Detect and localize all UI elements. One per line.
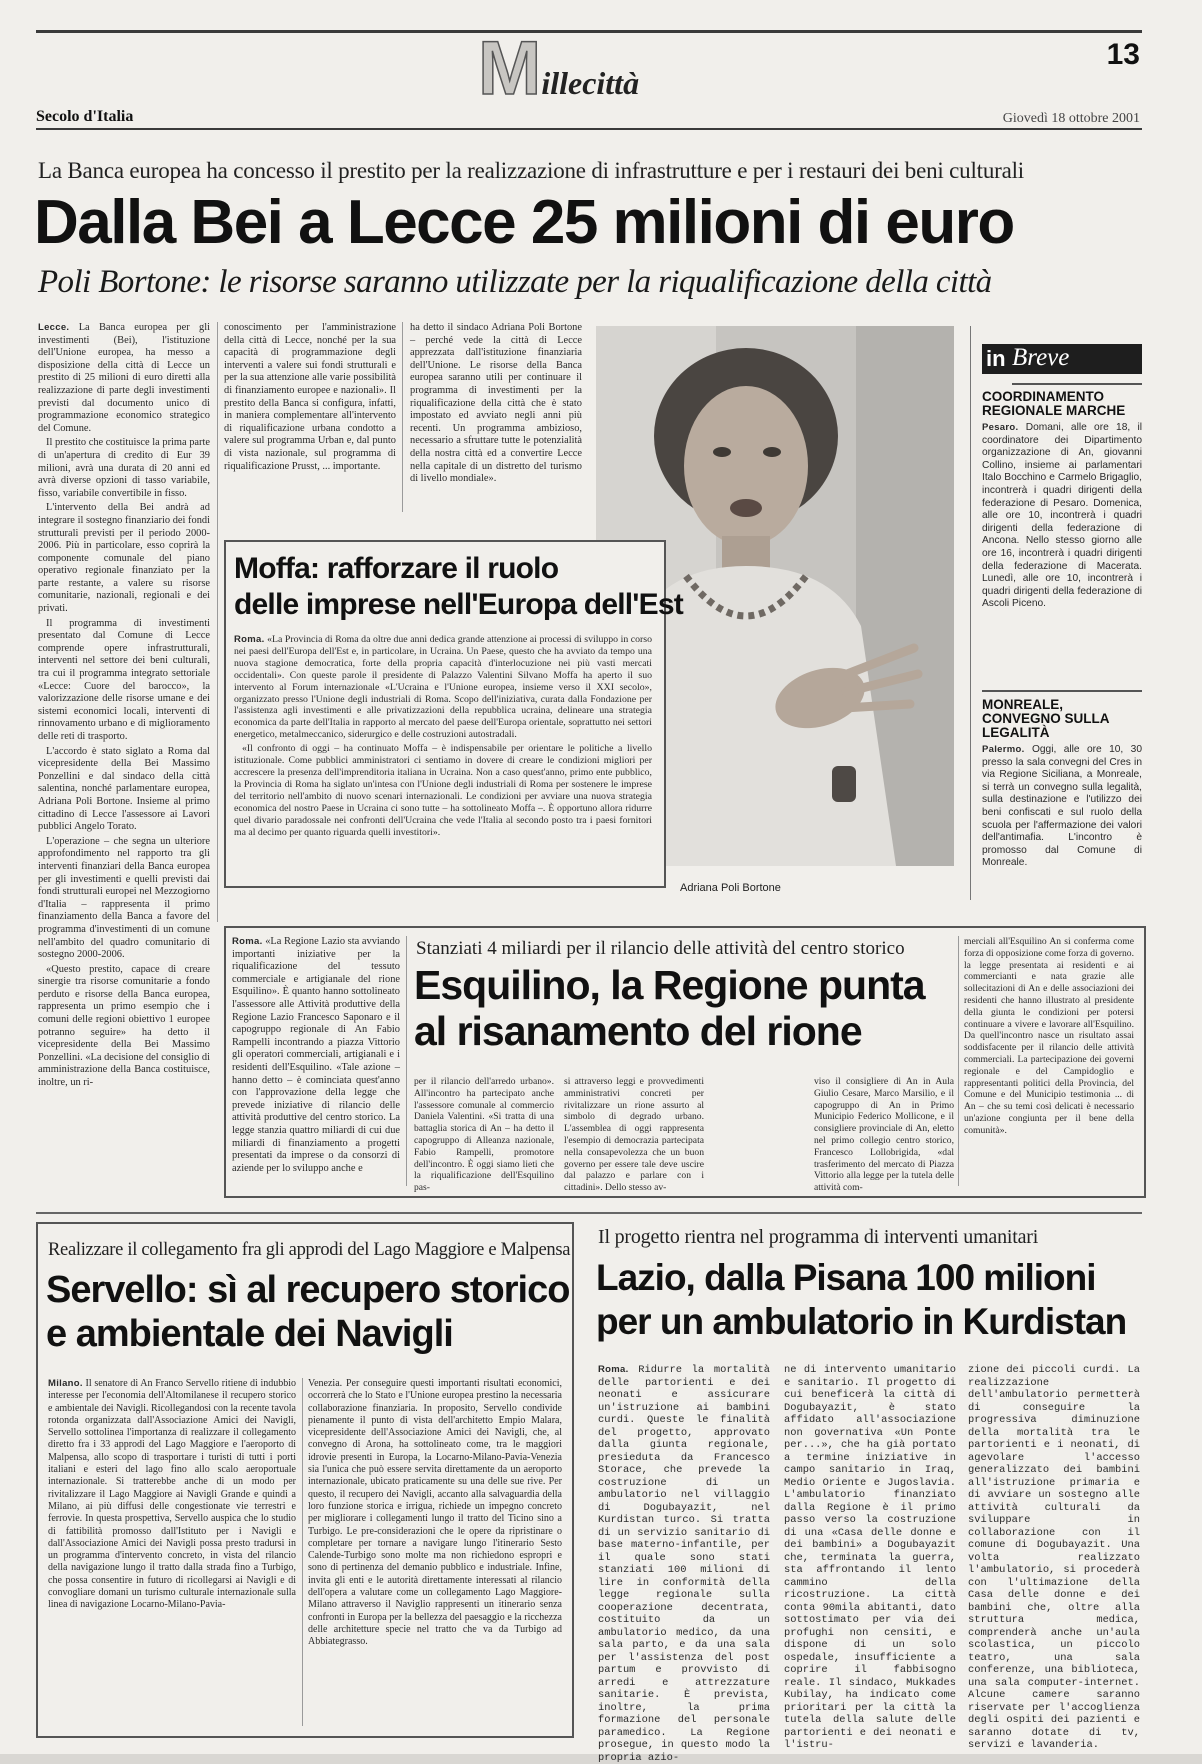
brevi-item-1-dateline: Pesaro. xyxy=(982,422,1019,433)
brevi-item-1-title: COORDINAMENTO REGIONALE MARCHE xyxy=(982,389,1126,418)
section-logo xyxy=(478,26,640,111)
brevi-item-2 xyxy=(982,698,1142,902)
lead-paragraph: La Banca europea per gli investimenti (Bei), l'istituzione dell'Unione europea, ha messo a disposizione della città di Lecce un prestito di 25 milioni di euro diretti alla realizzazione di parte degli investimenti previsti dal documento unico di programmazione economico strategico del Comune. xyxy=(38,322,210,434)
moffa-dateline: Roma. xyxy=(234,634,265,645)
lazio-column-3 xyxy=(968,1364,1140,1751)
column-divider xyxy=(302,1378,303,1726)
lead-paragraph: conoscimento per l'amministrazione della città di Lecce, nonché per la sua capacità di programmazione degli interventi a valere sui fondi strutturali e per la sua attenzione alle varie possibilità di finanziamento europee e nazionali». Il prestito della Banca si configura, infatti, in maniera complementare all'intervento di riqualificazione urbana condotto a valere sul programma Urban e, dal punto di vista nazionale, sul programma di riqualificazione Prusst, ... importante. xyxy=(224,322,396,472)
servello-headline-line-2: e ambientale dei Navigli xyxy=(46,1313,453,1355)
servello-column-2 xyxy=(308,1378,562,1726)
sidebar-rule xyxy=(1012,383,1142,385)
lead-paragraph: L'operazione – che segna un ulteriore approfondimento nel rapporto tra gli interventi finanziari della Banca europea per gli investimenti e quelli previsti dai fondi strutturali europei nel Mezzogiorno d'Italia – rappresenta il primo finanziamento della Banca a favore del programma d'investimenti di un comune nell'ambito del quadro comunitario di sostegno 2000-2006. xyxy=(38,835,210,961)
lazio-headline-line-2: per un ambulatorio in Kurdistan xyxy=(596,1301,1127,1342)
lazio-headline-line-1: Lazio, dalla Pisana 100 milioni xyxy=(596,1257,1096,1298)
masthead-bottom-rule xyxy=(36,128,1142,130)
lead-kicker: La Banca europea ha concesso il prestito per la realizzazione di infrastrutture e per i restauri dei beni culturali xyxy=(38,158,1024,183)
esquilino-paragraph: «La Regione Lazio sta avviando importanti iniziative per la riqualificazione del tessuto commerciale e artigianale del rione Esquilino». È quanto hanno sottolineato l'assessore alle Attività produttive della Regione Lazio Francesco Saponaro e il capogruppo regionale di An Fabio Rampelli incontrando a piazza Vittorio gli operatori commerciali, artigianali e i residenti dell'Esquilino. «Tale azione – hanno detto – è cominciata quest'anno con l'approvazione della legge che prevede iniziative di rilancio delle attività produttive del centro storico. La legge stanzia quattro miliardi di cui due miliardi di finanziamento a progetti presentati da imprese o da consorzi di aziende per lo sviluppo anche e xyxy=(232,936,400,1174)
column-divider xyxy=(402,322,403,512)
lead-paragraph: L'intervento della Bei andrà ad integrare il sostegno finanziario dei fondi strutturali previsti per il periodo 2000-2006. Più in particolare, esso coprirà la componente comunale del piano operativo regionale finanziato per la parte restante, a valere su risorse comunitarie, nazionali, regionali e dei privati. xyxy=(38,502,210,615)
sidebar-divider xyxy=(970,326,971,900)
issue-date: Giovedì 18 ottobre 2001 xyxy=(1002,111,1140,126)
column-divider xyxy=(958,936,959,1186)
lead-dateline: Lecce. xyxy=(38,322,70,333)
esquilino-column-5 xyxy=(964,936,1134,1186)
moffa-paragraph: «Il confronto di oggi – ha continuato Moffa – è indispensabile per orientare le politiche a livello istituzionale. Come pubblici amministratori ci sentiamo in dovere di creare le condizioni migliori per accrescere la presenza dell'imprenditoria italiana in Ucraina. Non a caso quest'anno, primo ente pubblico, la Provincia di Roma ha siglato un'intesa con l'Unione degli industriali di Roma per sostenere le imprese del territorio nell'ambito di nuovo scenari internazionali. Le condizioni per avviare una nuova strategia economica del nostro Paese in Ucraina ci sono tutte – ha sottolineato Moffa –. È opportuno allora ridurre quel divario paradossale nei confronti dell'Ucraina che vede l'Italia al secondo posto tra i paesi fornitori ma al decimo per quanto riguarda quelli investitori». xyxy=(234,743,652,838)
lead-paragraph: Il programma di investimenti presentato dal Comune di Lecce comprende opere infrastrutturali, interventi nel settore dei beni culturali, tra cui il programma integrato settoriale «Lecce: Cuore del barocco», la valorizzazione delle risorse umane e dei sistemi economici locali, interventi di rinnovamento urbano e di miglioramento delle reti di trasporto. xyxy=(38,617,210,742)
lazio-column-1 xyxy=(598,1364,770,1764)
servello-column-1 xyxy=(48,1378,296,1726)
lead-headline: Dalla Bei a Lecce 25 milioni di euro xyxy=(34,188,1014,257)
brevi-item-2-dateline: Palermo. xyxy=(982,744,1025,755)
esquilino-headline-line-2: al risanamento del rione xyxy=(414,1008,862,1054)
esquilino-paragraph: per il rilancio dell'arredo urbano». All'incontro ha partecipato anche l'assessore comunale al commercio Daniela Valentini. «Si tratta di una battaglia storica di An – ha detto il capogruppo di Alleanza nazionale, Fabio Rampelli, promotore dell'incontro. È oggi siamo lieti che la riqualificazione dell'Esquilino pas- xyxy=(414,1076,554,1194)
lazio-paragraph: Ridurre la mortalità delle partorienti e dei neonati e assicurare un'istruzione ai bambini curdi. Queste le finalità del progetto, approvato dalla giunta regionale, presieduta da Francesco Storace, che prevede la costruzione di un ambulatorio nel villaggio di Dogubayazit, nel Kurdistan turco. Si tratta di un servizio sanitario di base materno-infantile, per il quale sono stati stanziati 100 milioni di lire in conformità della legge regionale sulla cooperazione decentrata, costituito da un ambulatorio medico, da una sala parto, e da una sala per l'assistenza del post partum e provvisto di arredi e attrezzature sanitarie. È prevista, inoltre, la prima formazione del personale paramedico. La Regione prosegue, in questo modo la propria azio- xyxy=(598,1364,770,1764)
esquilino-paragraph: viso il consigliere di An in Aula Giulio Cesare, Marco Marsilio, e il capogruppo di An in Primo Municipio Federico Mollicone, e il consigliere provinciale di An, eletto nel primo collegio centro storico, Francesco Lollobrigida, «dal trasferimento del mercato di Piazza Vittorio alla legge per la tutela delle attività com- xyxy=(814,1076,954,1194)
lead-article-column-3 xyxy=(410,322,582,512)
lead-paragraph: «Questo prestito, capace di creare sinergie tra risorse comunitarie a fondo perduto e risorse della Banca europea, rappresenta un primo esempio che i comuni delle regioni obiettivo 1 europee potranno seguire» ha detto il vicepresidente della Bei Massimo Ponzellini. «La decisione del consiglio di amministrazione della Banca costituisce, inoltre, un ri- xyxy=(38,963,210,1089)
servello-headline-line-1: Servello: sì al recupero storico xyxy=(46,1269,570,1311)
esquilino-kicker: Stanziati 4 miliardi per il rilancio delle attività del centro storico xyxy=(416,938,905,959)
lead-paragraph: ha detto il sindaco Adriana Poli Bortone – perché vede la città di Lecce apprezzata dall'istituzione finanziaria dell'Unione. Le risorse della Banca europea saranno utili per continuare il programma di investimenti per la riqualificazione della città che è stato impostato ed avviato negli anni più recenti. Un programma ambizioso, necessario a sfruttare tutte le potenzialità della nostra città ed a convertire Lecce nella capitale di un distretto del turismo di livello mondiale». xyxy=(410,322,582,485)
lazio-dateline: Roma. xyxy=(598,1364,629,1375)
esquilino-paragraph: si attraverso leggi e provvedimenti amministrativi concreti per rivitalizzare un rione assurto al simbolo di degrado urbano. L'assemblea di oggi rappresenta l'esempio di democrazia partecipata nella consapevolezza che un buon governo per essere tale deve uscire dal palazzo e parlare con i cittadini». Dello stesso av- xyxy=(564,1076,704,1194)
brevi-item-1 xyxy=(982,390,1142,680)
moffa-headline-line-2: delle imprese nell'Europa dell'Est xyxy=(234,588,683,621)
esquilino-headline-line-1: Esquilino, la Regione punta xyxy=(414,962,925,1008)
esquilino-column-2 xyxy=(414,1076,554,1194)
in-breve-logo xyxy=(982,344,1142,374)
moffa-paragraph: «La Provincia di Roma da oltre due anni dedica grande attenzione ai processi di sviluppo in corso nei paesi dell'Europa dell'Est e, in particolare, in Ucraina. Un Paese, questo che ha avviato da tempo una nuova stagione democratica, forte della propria capacità d'interlocuzione nei più vasti mercati occidentali». Con queste parole il presidente di Palazzo Valentini Silvano Moffa ha aperto il suo intervento al Forum internazionale «L'Ucraina e l'Unione europea, insieme verso il XXI secolo», organizzato presso l'Unione degli industriali di Roma. Scopo dell'iniziativa, curata dalla Fondazione per l'assistenza agli investimenti e alle privatizzazioni della repubblica ucraina, delineare una strategia economica da parte dell'Italia in rapporto al mercato del paese dell'Europa orientale, soprattutto nei settori energetico, metalmeccanico, siderurgico e delle costruzioni autostradali. xyxy=(234,634,653,741)
section-name: illecittà xyxy=(541,65,640,101)
brevi-item-1-text: Domani, alle ore 18, il coordinatore dei Dipartimento organizzazione di An, giovanni Collino, insieme ai parlamentari Italo Bocchino e Carmelo Brigaglio, incontrerà i quadri dirigenti della federazione di Pesaro. Domenica, alle ore 10, incontrerà i quadri dirigenti della federazione di Ancona. Nello stesso giorno alle ore 16, incontrerà i quadri dirigenti della federazione di Macerata. Lunedì, alle ore 10, incontrerà i quadri dirigenti della federazione di Ascoli Piceno. xyxy=(982,422,1142,610)
esquilino-dateline: Roma. xyxy=(232,936,263,947)
esquilino-paragraph: merciali all'Esquilino An si conferma come forza di opposizione come forza di governo. la legge presentata ai residenti e ai commercianti e nata grazie alle sollecitazioni di An e delle associazioni dei residenti che hanno illustrato al presidente della giunta le condizioni per potersi continuare a vivere e lavorare all'Esquilino. Da quell'incontro nasce un risultato assai soddisfacente per il rilancio delle attività commerciali. La partecipazione dei governi regionale e del Campidoglio e rappresentanti politici della Provincia, del Comune e del Municipio testimonia ... di An – che su temi così delicati è necessario un'azione congiunta per il bene della comunità». xyxy=(964,936,1134,1136)
lead-article-column-1 xyxy=(38,322,210,1089)
lead-subheadline: Poli Bortone: le risorse saranno utilizzate per la riqualificazione della città xyxy=(38,264,992,300)
section-logo-initial: M xyxy=(478,26,542,111)
bottom-section-rule xyxy=(36,1212,1142,1214)
lazio-paragraph: zione dei piccoli curdi. La realizzazione dell'ambulatorio permetterà di conseguire la progressiva diminuzione della mortalità tra le partorienti e i neonati, di agevolare l'accesso generalizzato dei bambini all'istruzione primaria e di avviare un sostegno alle attività culturali da sviluppare in collaborazione con il comune di Dogubayazit. Una volta realizzato l'ambulatorio, si procederà con l'ultimazione della Casa delle donne e dei bambini che, oltre alla struttura medica, comprenderà anche un'aula scolastica, un piccolo teatro, una sala conferenze, una biblioteca, una sala computer-internet. Alcune camere saranno riservate per l'accoglienza degli ospiti dei pazienti e saranno dotate di tv, servizi e lavanderia. xyxy=(968,1364,1140,1751)
in-breve-logo-breve: Breve xyxy=(1012,344,1070,371)
esquilino-column-4 xyxy=(814,1076,954,1194)
brevi-item-2-title: MONREALE, CONVEGNO SULLA LEGALITÀ xyxy=(982,697,1110,740)
masthead-top-rule xyxy=(36,30,1142,33)
esquilino-column-1 xyxy=(232,936,400,1186)
column-divider xyxy=(406,936,407,1186)
servello-paragraph: Il senatore di An Franco Servello ritiene di indubbio interesse per l'economia dell'Altomilanese il recupero storico e ambientale dei Navigli. Ricollegandosi con la recente tavola rotonda organizzata dall'Associazione Amici dei Navigli, Servello sottolinea l'importanza di realizzare il collegamento diretto fra i 33 approdi del Lago Maggiore e l'aeroporto di Malpensa, allo scopo di trasportare i turisti di tutti i porti italiani e esteri del lago fino allo scalo aeroportuale internazionale. Si tratterebbe anche di un modo per rivitalizzare il Lago Maggiore ai Navigli Grande e quindi a Milano, ai più diffusi delle congestionate vie terrestri e ferrovie. In questa prospettiva, Servello auspica che lo studio di fattibilità promosso dall'Istituto per i Navigli e dall'Associazione Amici dei Navigli possa presto tradursi in un programma d'intervento concreto, in vista del rilancio della navigazione lungo il tratto dalla strada fino a Turbigo, che possa consentire in futuro di ricollegarsi ai Navigli e di convogliare domani un turismo culturale internazionale sulla linea di navigazione Locarno-Milano-Pavia- xyxy=(48,1378,296,1611)
servello-paragraph: Venezia. Per conseguire questi importanti risultati economici, occorrerà che lo Stato e l'Unione europea prestino la necessaria collaborazione finanziaria. In proposito, Servello condivide pienamente il punto di vista dell'architetto Empio Malara, vicepresidente dell'Associazione Amici dei Navigli, che, al convegno di Arona, ha sottolineato come, tra le maggiori idrovie presenti in Europa, la Locarno-Milano-Pavia-Venezia sia l'unica che può essere servita direttamente da un aeroporto internazionale, ubicato praticamente su una delle sue rive. Per questo, il recupero dei Navigli, accanto alla salvaguardia della loro funzione storica e irrigua, richiede un impegno concreto per migliorare i collegamenti lungo il tratto del Ticino sino a Turbigo. Le pre-considerazioni che le opere da ripristinare o completare per tornare a navigare lungo l'itinerario Sesto Calende-Turbigo sono molte ma non richiedono espropri e sono di pertinenza del demanio pubblico e industriale. Infine, invita gli enti e le autorità direttamente interessati al rilancio dell'opera a valutare come un collegamento Lago Maggiore-Milano attraverso il Naviglio rappresenti un itinerario senza confronti in Europa per la bellezza del paesaggio e la ricchezza delle architetture specie nel tratto che va da Turbigo ad Abbiategrasso. xyxy=(308,1378,562,1648)
lead-paragraph: Il prestito che costituisce la prima parte di un'apertura di credito di Eur 39 milioni, avrà una durata di 20 anni ed avrà diverse opzioni di tasso variabile, fisso, variabile convertibile in fisso. xyxy=(38,437,210,499)
lead-article-column-2 xyxy=(224,322,396,512)
moffa-article-text xyxy=(234,634,652,878)
in-breve-logo-in: in xyxy=(986,346,1006,371)
sidebar-rule xyxy=(982,690,1142,692)
brevi-item-2-text: Oggi, alle ore 10, 30 presso la sala convegni del Cres in via Regione Siciliana, a Monreale, si terrà un convegno sulla legalità, sulla destinazione e l'utilizzo dei beni confiscati e sul ruolo della scuola per l'affermazione dei valori dell'antimafia. L'incontro è promosso dal Comune di Monreale. xyxy=(982,744,1142,869)
moffa-headline-line-1: Moffa: rafforzare il ruolo xyxy=(234,552,559,585)
page-number: 13 xyxy=(1106,38,1140,71)
servello-dateline: Milano. xyxy=(48,1378,83,1389)
esquilino-column-3 xyxy=(564,1076,704,1194)
lazio-kicker: Il progetto rientra nel programma di interventi umanitari xyxy=(598,1226,1039,1248)
column-divider xyxy=(217,322,218,922)
servello-kicker: Realizzare il collegamento fra gli approdi del Lago Maggiore e Malpensa xyxy=(48,1240,571,1260)
lazio-column-2 xyxy=(784,1364,956,1751)
lazio-paragraph: ne di intervento umanitario e sanitario. Il progetto di cui beneficerà la città di Dogubayazit, è stato affidato all'associazione non governativa «Un Ponte per...», che ha già portato a termine iniziative in campo sanitario in Iraq, Medio Oriente e Jugoslavia. L'ambulatorio finanziato dalla Regione è il primo passo verso la costruzione di una «Casa delle donne e dei bambini» a Dogubayazit che, terminata la guerra, sta affrontando il lento cammino della ricostruzione. La città conta 90mila abitanti, dato sottostimato per via dei profughi non censiti, e dispone di un solo ospedale, insufficiente a coprire il fabbisogno reale. Il sindaco, Mukkades Kubilay, ha indicato come prioritari per la città la tutela della salute delle partorienti e dei neonati e l'istru- xyxy=(784,1364,956,1751)
lead-paragraph: L'accordo è stato siglato a Roma dal vicepresidente della Bei Massimo Ponzellini e dal sindaco della città salentina, nonché parlamentare europea, Adriana Poli Bortone. Insieme al primo cittadino di Lecce l'assessore ai Lavori pubblici Angelo Torato. xyxy=(38,745,210,833)
photo-caption: Adriana Poli Bortone xyxy=(680,882,781,894)
paper-name: Secolo d'Italia xyxy=(36,108,134,125)
